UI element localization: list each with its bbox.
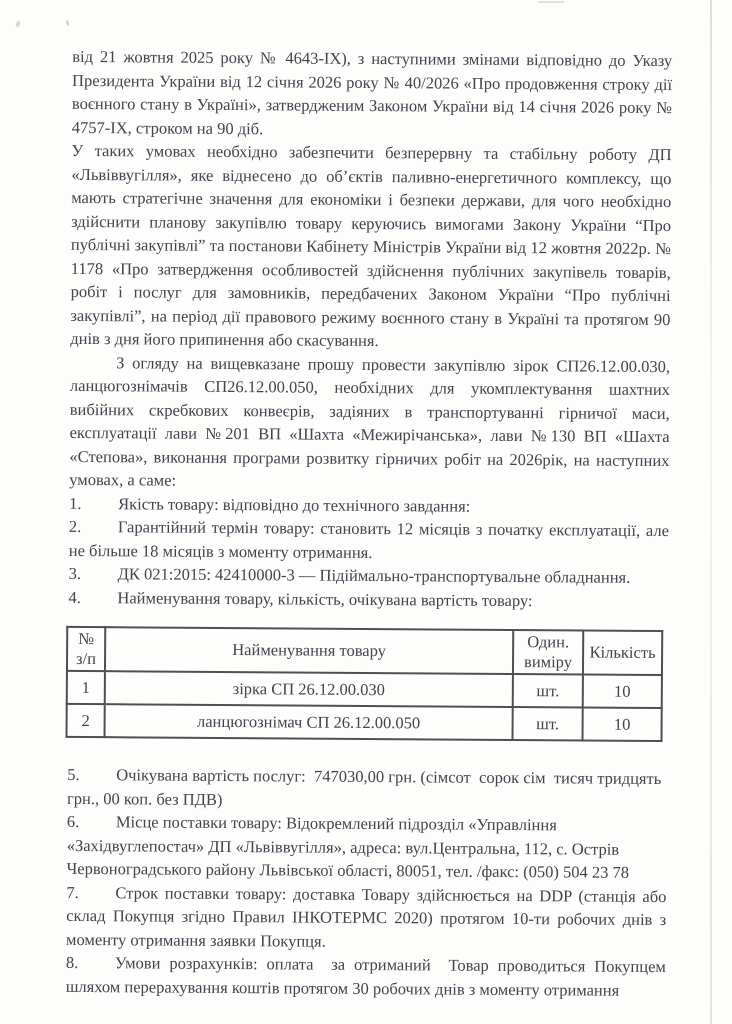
paragraph-text: У таких умовах необхідно забезпечити безперервну та стабільну роботу ДП «Львіввугілля», яке віднесено до об’єктів паливно-енергетичного комплексу, що мають стратегічне значення для економіки і безпеки держави, для чого необхідно здійснити планову закупівлю товару керуючись вимогами Закону України “Про публічні закупівлі” та постанови Кабінету Міністрів України від 12 жовтня 2022р. № 1178 «Про затвердження особливостей здійснення публічних закупівель товарів, робіт і послуг для замовників, передбачених Законом України “Про публічні закупівлі”, на період дії правового режиму воєнного стану в Україні та протягом 90 днів з дня його припинення або скасування. bbox=[70, 140, 672, 351]
list-item-text: Найменування товару, кількість, очікувана вартість товару: bbox=[117, 587, 533, 610]
col-header-line: Найменування товару bbox=[232, 640, 386, 661]
paragraph bbox=[70, 139, 671, 355]
list-item bbox=[68, 585, 668, 613]
table-header-row bbox=[67, 627, 662, 675]
cell-unit: шт. bbox=[513, 674, 583, 707]
goods-table bbox=[65, 626, 663, 742]
cell-name: зірка СП 26.12.00.030 bbox=[105, 671, 513, 707]
list-item-number: 7. bbox=[66, 882, 79, 902]
list-item-text: Гарантійний термін товару: становить 12 місяців з початку експлуатації, але не більше 18 місяців з моменту отримання. bbox=[68, 517, 674, 562]
scan-speck bbox=[15, 21, 21, 28]
cell-quantity: 10 bbox=[583, 674, 662, 708]
col-header-line: з/п bbox=[76, 648, 97, 669]
col-header-line: № bbox=[78, 628, 95, 649]
paragraph-text: від 21 жовтня 2025 року № 4643-IX), з наступними змінами відповідно до Указу Президента України від 12 січня 2026 року № 40/2026 «Про продовження строку дії воєнного стану в Україні», затвердженим Законом України від 14 січня 2026 року № 4757-IX, строком на 90 діб. bbox=[71, 46, 673, 138]
list-item-text: Очікувана вартість послуг: 747030,00 грн. (сімсот сорок сім тисяч тридцять грн., 00 коп. без ПДВ) bbox=[67, 765, 666, 809]
col-header-number bbox=[67, 627, 105, 671]
list-item-text: Умови розрахунків: оплата за отриманий Товар проводиться Покупцем шляхом перерахування коштів протягом 30 робочих днів з моменту отримання bbox=[65, 953, 671, 1000]
cell-number: 2 bbox=[67, 704, 105, 737]
col-header-quantity bbox=[583, 630, 662, 675]
col-header-unit bbox=[513, 630, 583, 674]
document-body bbox=[66, 45, 673, 1002]
paragraph-text: З огляду на вищевказане прошу провести закупівлю зірок СП26.12.00.030, ланцюгознімачів СП26.12.00.050, необхідних для укомплектування шахтних вибійних скребкових конвеєрів, задіяних в транспортуванні гірничої маси, експлуатації лави №201 ВП «Шахта «Межирічанська», лави №130 ВП «Шахта «Степова», виконання програми розвитку гірничих робіт на 2026рік, на наступних умовах, а саме: bbox=[69, 352, 671, 490]
page-edge-shadow bbox=[710, 0, 712, 1024]
col-header-line: виміру bbox=[524, 652, 573, 672]
col-header-line: Один. bbox=[527, 632, 570, 652]
list-item bbox=[67, 810, 667, 885]
list-item-number: 4. bbox=[68, 587, 81, 607]
paragraph bbox=[69, 350, 670, 495]
table-row bbox=[67, 671, 662, 708]
col-header-name bbox=[105, 627, 513, 674]
list-item-number: 3. bbox=[68, 563, 82, 583]
col-header-line: Кількість bbox=[589, 642, 656, 663]
list-item-text: Якість товару: відповідно до технічного завдання: bbox=[118, 493, 471, 516]
list-item-number: 8. bbox=[65, 952, 79, 972]
list-item-text: ДК 021:2015: 42410000-3 — Підіймально-транспортувальне обладнання. bbox=[117, 564, 631, 587]
list-item-text: Місце поставки товару: Відокремлений підрозділ «Управління «Західвуглепостач» ДП «Львіввугілля», адреса: вул.Центральна, 112, с. Острів Червоноградського району Львівської області, 80051, тел. /факс: (050) 504 23 78 bbox=[66, 812, 630, 882]
cell-unit: шт. bbox=[512, 707, 582, 740]
list-item bbox=[67, 763, 667, 814]
cell-quantity: 10 bbox=[582, 707, 661, 741]
list-item bbox=[66, 880, 671, 955]
scan-speck bbox=[65, 20, 69, 26]
cell-number: 1 bbox=[67, 671, 105, 704]
list-item bbox=[65, 951, 671, 1002]
list-item-number: 1. bbox=[69, 493, 82, 513]
list-item-number: 2. bbox=[68, 516, 82, 536]
scan-artifact-line bbox=[538, 1, 564, 3]
list-item-text: Строк поставки товару: доставка Товару здійснюється на DDP (станція або склад Покупця згідно Правил ІНКОТЕРМС 2020) протягом 10-ти робочих днів з моменту отримання заявки Покупця. bbox=[66, 882, 671, 951]
list-item-number: 5. bbox=[67, 764, 80, 784]
cell-name: ланцюгознімач СП 26.12.00.050 bbox=[105, 704, 513, 740]
list-item-number: 6. bbox=[66, 811, 80, 831]
list-item bbox=[68, 515, 674, 566]
table-row bbox=[67, 704, 662, 741]
paragraph bbox=[72, 45, 673, 143]
list-item bbox=[69, 562, 669, 590]
